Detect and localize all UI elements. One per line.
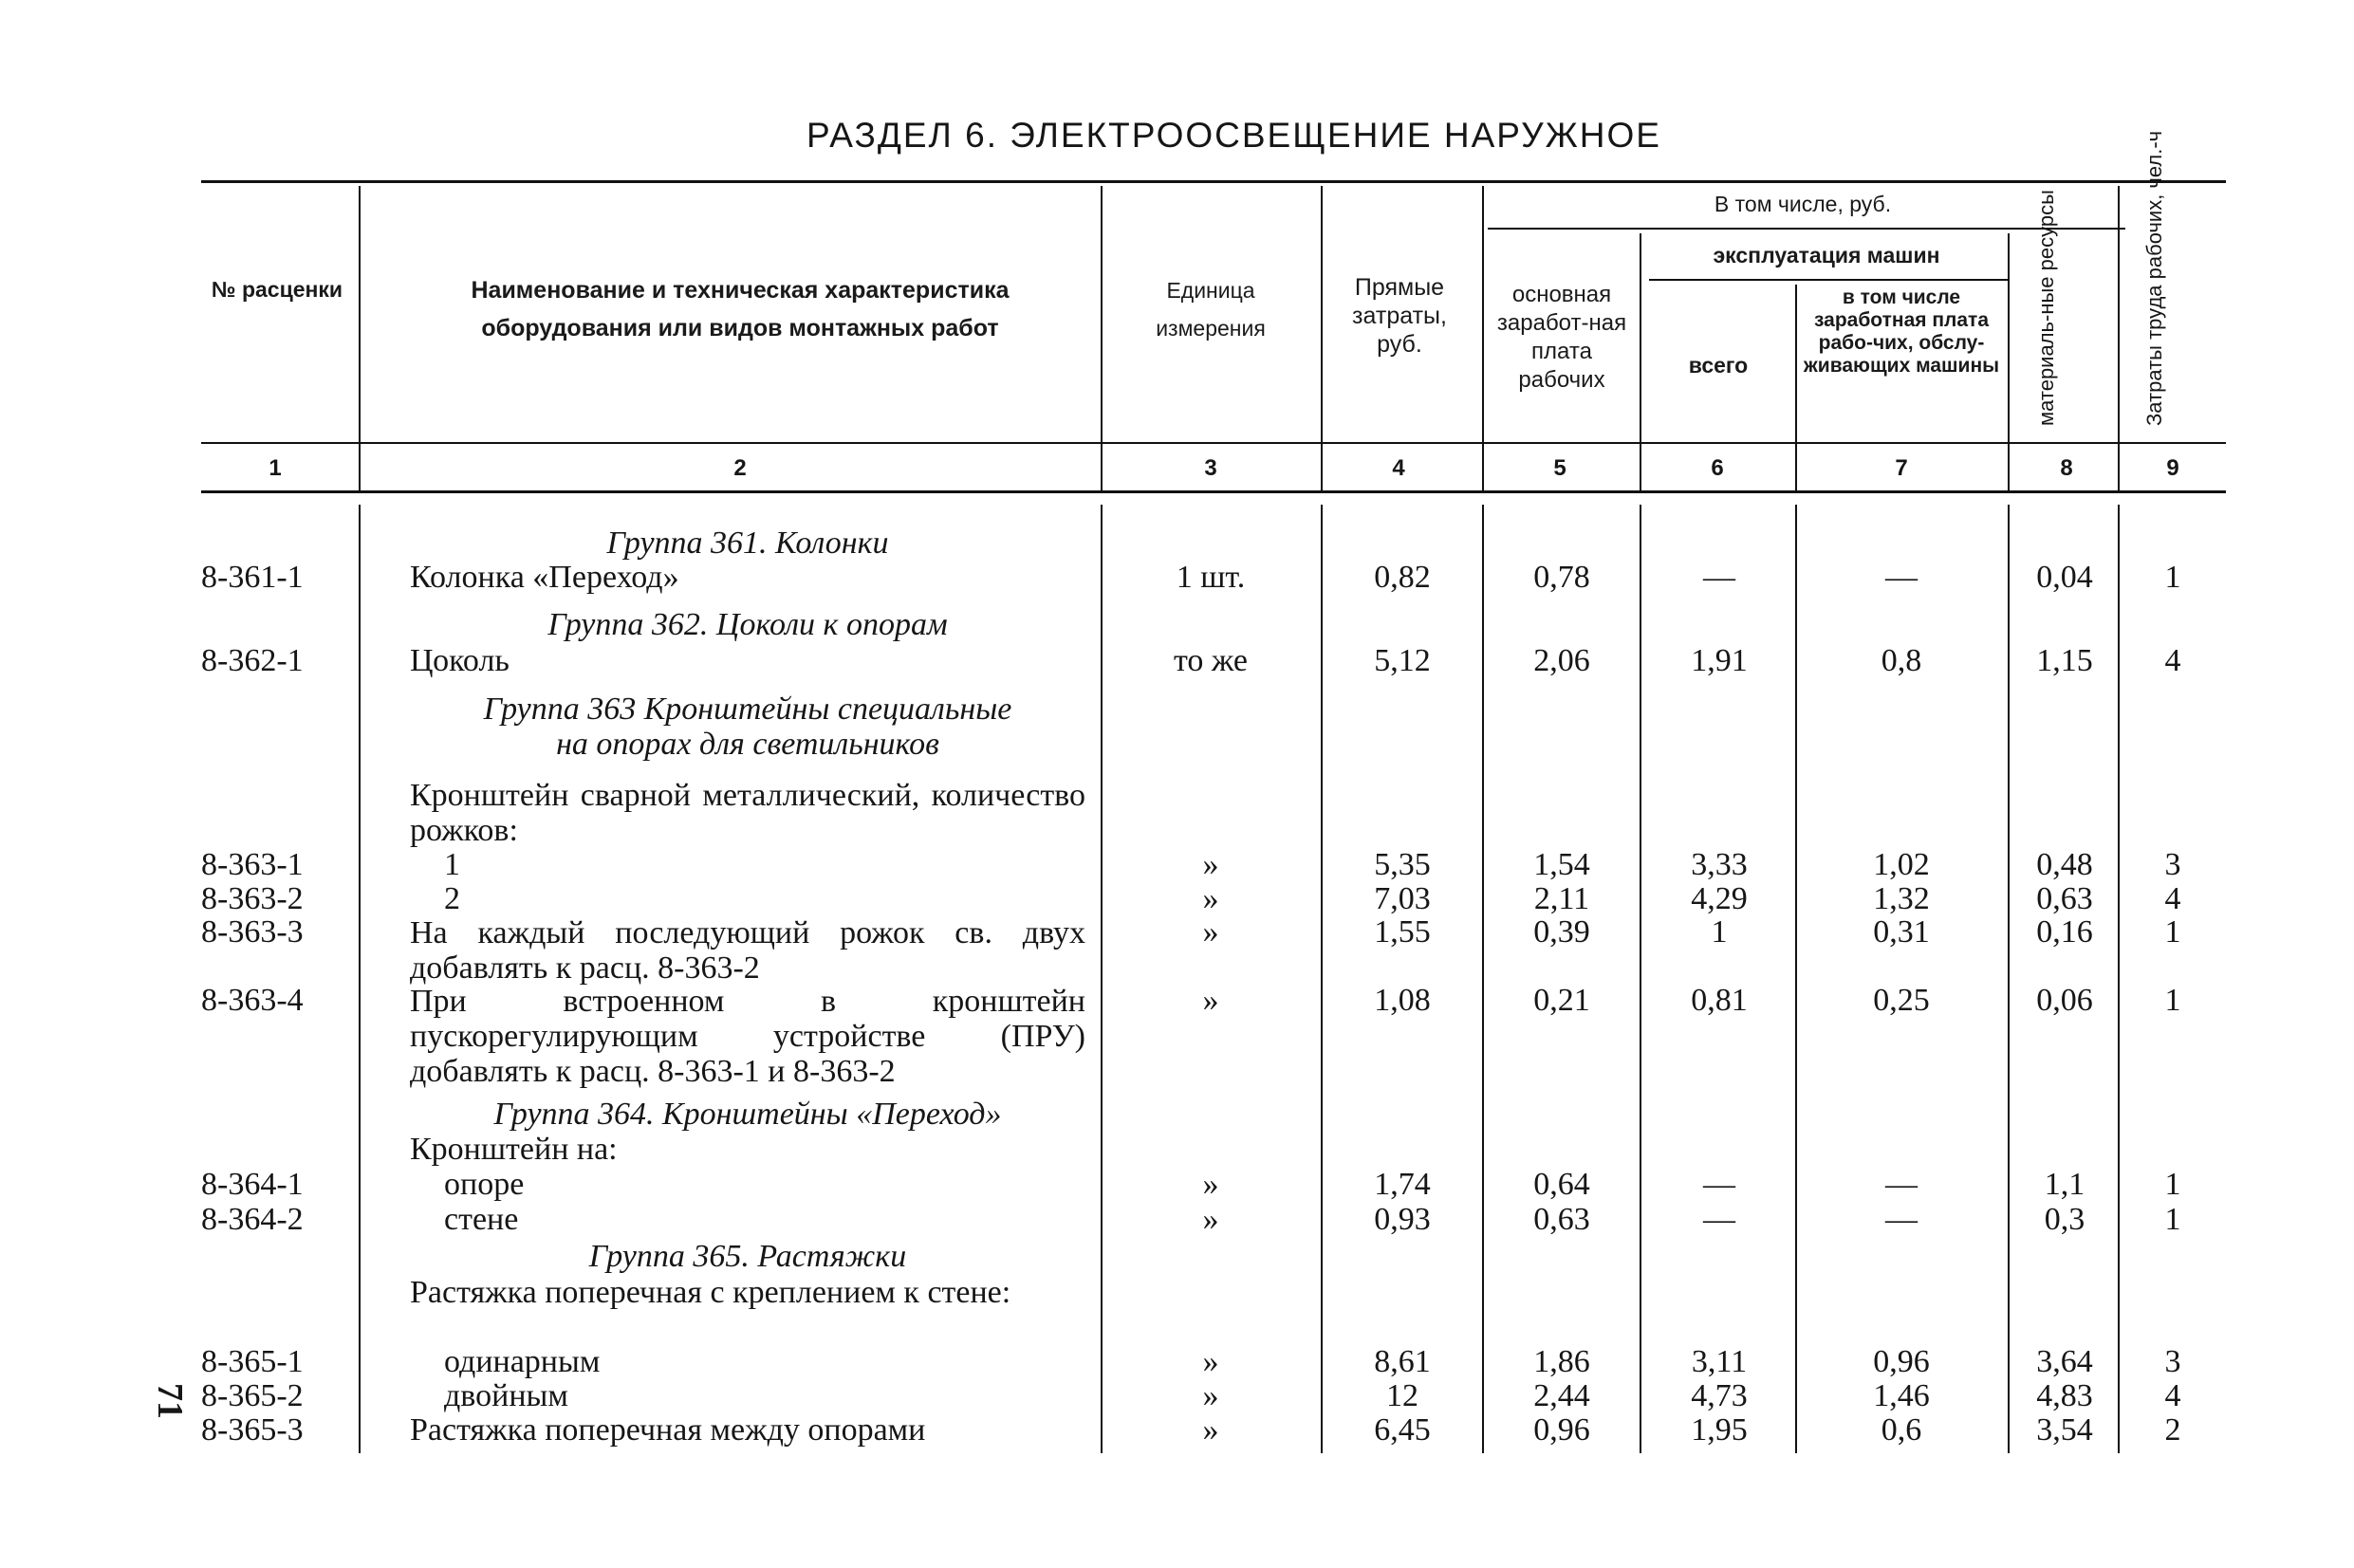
col-divider-2 bbox=[1101, 186, 1103, 491]
base-wage: 0,64 bbox=[1533, 1167, 1590, 1202]
machine-operator-wage: — bbox=[1885, 1167, 1918, 1202]
group-heading: Группа 362. Цоколи к опорам bbox=[547, 607, 948, 642]
labor-hours: 1 bbox=[2164, 983, 2181, 1018]
header-direct-costs: Прямые затраты, руб. bbox=[1352, 274, 1447, 358]
direct-costs: 1,55 bbox=[1374, 914, 1431, 950]
labor-hours: 1 bbox=[2164, 560, 2181, 595]
row-description: стене bbox=[444, 1202, 519, 1237]
base-wage: 0,39 bbox=[1533, 914, 1590, 950]
labor-hours: 4 bbox=[2164, 1378, 2181, 1413]
labor-hours: 3 bbox=[2164, 847, 2181, 882]
colnum-6: 6 bbox=[1711, 455, 1724, 481]
colnum-2: 2 bbox=[733, 455, 747, 481]
page-number: 71 bbox=[150, 1383, 190, 1419]
materials: 3,64 bbox=[2036, 1344, 2093, 1379]
unit: » bbox=[1202, 1412, 1219, 1448]
rate-code: 8-363-3 bbox=[201, 914, 304, 950]
machines-total: — bbox=[1703, 1167, 1735, 1202]
machines-total: 1,95 bbox=[1691, 1412, 1748, 1448]
row-description: 2 bbox=[444, 881, 460, 916]
group-heading: Группа 365. Растяжки bbox=[588, 1239, 907, 1274]
machines-total: 4,73 bbox=[1691, 1378, 1748, 1413]
col-divider-2-body bbox=[1101, 505, 1103, 1453]
row-description: опоре bbox=[444, 1167, 525, 1202]
direct-costs: 12 bbox=[1386, 1378, 1418, 1413]
unit: » bbox=[1202, 983, 1219, 1018]
materials: 4,83 bbox=[2036, 1378, 2093, 1413]
rate-code: 8-365-2 bbox=[201, 1378, 304, 1413]
section-title: РАЗДЕЛ 6. ЭЛЕКТРООСВЕЩЕНИЕ НАРУЖНОЕ bbox=[806, 116, 1661, 155]
materials: 1,1 bbox=[2044, 1167, 2085, 1202]
materials: 0,04 bbox=[2036, 560, 2093, 595]
direct-costs: 0,93 bbox=[1374, 1202, 1431, 1237]
intro-text: Кронштейн сварной металлический, количество рожков: bbox=[410, 778, 1085, 848]
unit: » bbox=[1202, 1344, 1219, 1379]
machine-operator-wage: 1,46 bbox=[1873, 1378, 1930, 1413]
labor-hours: 1 bbox=[2164, 1167, 2181, 1202]
header-machine-operator-wage: в том числе заработная плата рабо-чих, обслу-живающих машины bbox=[1803, 286, 2000, 377]
labor-hours: 4 bbox=[2164, 643, 2181, 678]
group-heading: на опорах для светильников bbox=[556, 727, 939, 762]
colnum-4: 4 bbox=[1392, 455, 1405, 481]
col-divider-1-body bbox=[359, 505, 361, 1453]
direct-costs: 5,35 bbox=[1374, 847, 1431, 882]
direct-costs: 1,74 bbox=[1374, 1167, 1431, 1202]
row-description: двойным bbox=[444, 1378, 568, 1413]
direct-costs: 6,45 bbox=[1374, 1412, 1431, 1448]
machine-operator-wage: — bbox=[1885, 1202, 1918, 1237]
colnum-5: 5 bbox=[1553, 455, 1566, 481]
materials: 3,54 bbox=[2036, 1412, 2093, 1448]
machines-total: 0,81 bbox=[1691, 983, 1748, 1018]
labor-hours: 4 bbox=[2164, 881, 2181, 916]
group-heading: Группа 361. Колонки bbox=[606, 526, 889, 561]
colnum-9: 9 bbox=[2166, 455, 2179, 481]
unit: » bbox=[1202, 881, 1219, 916]
labor-hours: 2 bbox=[2164, 1412, 2181, 1448]
table-top-rule bbox=[201, 180, 2226, 183]
rate-code: 8-362-1 bbox=[201, 643, 304, 678]
machine-operator-wage: 0,25 bbox=[1873, 983, 1930, 1018]
materials: 0,06 bbox=[2036, 983, 2093, 1018]
rate-code: 8-365-1 bbox=[201, 1344, 304, 1379]
machine-operator-wage: 0,31 bbox=[1873, 914, 1930, 950]
col-divider-8 bbox=[2118, 186, 2120, 491]
unit: » bbox=[1202, 1202, 1219, 1237]
col-divider-7 bbox=[2008, 233, 2010, 491]
machines-total: 3,11 bbox=[1691, 1344, 1748, 1379]
materials: 0,48 bbox=[2036, 847, 2093, 882]
machines-total: 1 bbox=[1711, 914, 1728, 950]
machine-operator-wage: 0,6 bbox=[1881, 1412, 1922, 1448]
row-description: При встроенном в кронштейн пускорегулирующим устройстве (ПРУ) добавлять к расц. 8-363-1 и 8-363-2 bbox=[410, 984, 1085, 1089]
rate-code: 8-363-1 bbox=[201, 847, 304, 882]
header-materials: материаль-ные ресурсы bbox=[2034, 190, 2058, 426]
header-unit: Единица измерения bbox=[1156, 278, 1266, 341]
row-description: Цоколь bbox=[410, 643, 510, 678]
row-description: одинарным bbox=[444, 1344, 601, 1379]
base-wage: 1,86 bbox=[1533, 1344, 1590, 1379]
machines-total: — bbox=[1703, 560, 1735, 595]
header-including-group: В том числе, руб. bbox=[1714, 192, 1892, 216]
colnum-1: 1 bbox=[269, 455, 282, 481]
machine-operator-wage: — bbox=[1885, 560, 1918, 595]
labor-hours: 3 bbox=[2164, 1344, 2181, 1379]
base-wage: 2,11 bbox=[1533, 881, 1590, 916]
intro-text: Растяжка поперечная с креплением к стене: bbox=[410, 1275, 1011, 1310]
materials: 1,15 bbox=[2036, 643, 2093, 678]
col-divider-3-body bbox=[1321, 505, 1323, 1453]
colnum-8: 8 bbox=[2060, 455, 2073, 481]
header-code: № расценки bbox=[211, 277, 343, 302]
machines-header-rule bbox=[1649, 279, 2010, 281]
machine-operator-wage: 1,32 bbox=[1873, 881, 1930, 916]
base-wage: 0,96 bbox=[1533, 1412, 1590, 1448]
header-bottom-rule bbox=[201, 442, 2226, 444]
base-wage: 0,78 bbox=[1533, 560, 1590, 595]
machines-total: 1,91 bbox=[1691, 643, 1748, 678]
header-description: Наименование и техническая характеристика оборудования или видов монтажных работ bbox=[471, 277, 1010, 341]
group-heading: Группа 363 Кронштейны специальные bbox=[483, 692, 1012, 727]
rate-code: 8-364-1 bbox=[201, 1167, 304, 1202]
col-divider-4 bbox=[1482, 186, 1484, 491]
col-divider-6-body bbox=[1795, 505, 1797, 1453]
direct-costs: 1,08 bbox=[1374, 983, 1431, 1018]
rate-code: 8-364-2 bbox=[201, 1202, 304, 1237]
materials: 0,3 bbox=[2044, 1202, 2085, 1237]
machines-total: — bbox=[1703, 1202, 1735, 1237]
base-wage: 0,21 bbox=[1533, 983, 1590, 1018]
direct-costs: 0,82 bbox=[1374, 560, 1431, 595]
row-description: Колонка «Переход» bbox=[410, 560, 679, 595]
direct-costs: 8,61 bbox=[1374, 1344, 1431, 1379]
rate-code: 8-363-4 bbox=[201, 983, 304, 1018]
colnum-7: 7 bbox=[1895, 455, 1908, 481]
row-description: 1 bbox=[444, 847, 460, 882]
unit: » bbox=[1202, 847, 1219, 882]
rate-code: 8-363-2 bbox=[201, 881, 304, 916]
col-divider-4-body bbox=[1482, 505, 1484, 1453]
unit: » bbox=[1202, 1167, 1219, 1202]
labor-hours: 1 bbox=[2164, 1202, 2181, 1237]
machines-total: 4,29 bbox=[1691, 881, 1748, 916]
col-divider-3 bbox=[1321, 186, 1323, 491]
base-wage: 2,44 bbox=[1533, 1378, 1590, 1413]
materials: 0,16 bbox=[2036, 914, 2093, 950]
materials: 0,63 bbox=[2036, 881, 2093, 916]
colnum-bottom-rule bbox=[201, 490, 2226, 493]
col-divider-6 bbox=[1795, 285, 1797, 491]
direct-costs: 5,12 bbox=[1374, 643, 1431, 678]
machine-operator-wage: 0,8 bbox=[1881, 643, 1922, 678]
header-machine-operation: эксплуатация машин bbox=[1713, 243, 1940, 267]
rate-code: 8-361-1 bbox=[201, 560, 304, 595]
unit: то же bbox=[1173, 643, 1249, 678]
col-divider-5-body bbox=[1640, 505, 1641, 1453]
row-description: Растяжка поперечная между опорами bbox=[410, 1412, 926, 1448]
col-divider-1 bbox=[359, 186, 361, 491]
base-wage: 0,63 bbox=[1533, 1202, 1590, 1237]
header-base-wage: основная заработ-ная плата рабочих bbox=[1496, 282, 1627, 393]
base-wage: 1,54 bbox=[1533, 847, 1590, 882]
intro-text: Кронштейн на: bbox=[410, 1132, 618, 1167]
unit: » bbox=[1202, 914, 1219, 950]
machine-operator-wage: 0,96 bbox=[1873, 1344, 1930, 1379]
labor-hours: 1 bbox=[2164, 914, 2181, 950]
machine-operator-wage: 1,02 bbox=[1873, 847, 1930, 882]
col-divider-5 bbox=[1640, 233, 1641, 491]
header-labor: Затраты труда рабочих, чел.-ч bbox=[2142, 130, 2166, 426]
rate-code: 8-365-3 bbox=[201, 1412, 304, 1448]
unit: » bbox=[1202, 1378, 1219, 1413]
group-heading: Группа 364. Кронштейны «Переход» bbox=[493, 1097, 1002, 1132]
colnum-3: 3 bbox=[1204, 455, 1217, 481]
header-machines-total: всего bbox=[1688, 353, 1749, 378]
unit: 1 шт. bbox=[1176, 560, 1246, 595]
machines-total: 3,33 bbox=[1691, 847, 1748, 882]
row-description: На каждый последующий рожок св. двух добавлять к расц. 8-363-2 bbox=[410, 915, 1085, 986]
base-wage: 2,06 bbox=[1533, 643, 1590, 678]
group-header-rule bbox=[1488, 228, 2125, 230]
direct-costs: 7,03 bbox=[1374, 881, 1431, 916]
